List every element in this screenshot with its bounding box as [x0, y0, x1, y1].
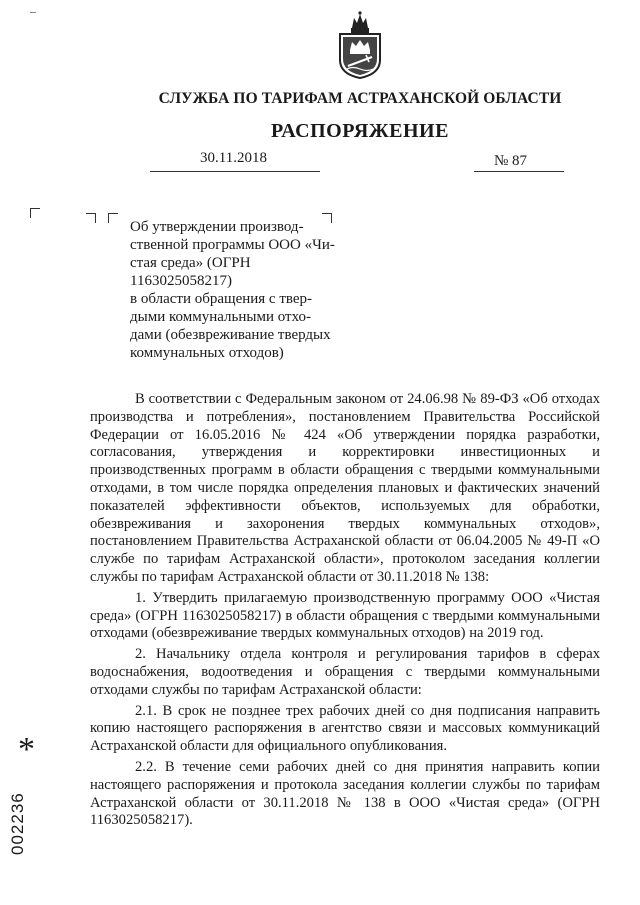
corner-mark-mid-left [108, 213, 118, 223]
margin-serial-number: 002236 [8, 792, 27, 855]
corner-mark-mid-right [86, 213, 96, 223]
preamble-paragraph: В соответствии с Федеральным законом от 24.06.98 № 89-ФЗ «Об отходах производства и потребления», постановлением Правительства Российской Федерации от 16.05.2016 № 424 «Об утверждении порядка разработки, согласования, утверждения и корректировки инвестиционных и производственных программ в области обращения с твердыми коммунальными отходами, в том числе порядка определения плановых и фактических значений показателей эффективности объектов, используемых для обработки, обезвреживания и захоронения твердых коммунальных отходов», постановлением Правительства Астраханской области от 06.04.2005 № 49-П «О службе по тарифам Астраханской области», протоколом заседания коллегии службы по тарифам Астраханской области от 30.11.2018 № 138: [90, 391, 600, 585]
margin-star: * [18, 731, 35, 768]
document-body [90, 391, 600, 833]
coat-of-arms-icon [336, 10, 384, 80]
item-2-1-paragraph: 2.1. В срок не позднее трех рабочих дней со дня подписания направить копию настоящего распоряжения в агентство связи и массовых коммуникаций Астраханской области для официального опубликования. [90, 702, 600, 755]
document-number: № 87 [494, 153, 528, 169]
document-subject: Об утверждении производ- ственной программы ООО «Чи- стая среда» (ОГРН 1163025058217) в области обращения с твер- дыми коммунальными отхо- дами (обезвреживание твердых коммунальных отходов) [130, 219, 335, 361]
corner-mark-left [30, 208, 40, 218]
document-date: 30.11.2018 [200, 150, 267, 166]
item-1-paragraph: 1. Утвердить прилагаемую производственную программу ООО «Чистая среда» (ОГРН 1163025058217) в области обращения с твердыми коммунальными отходами (обезвреживание твердых коммунальных отходов) на 2019 год. [90, 589, 600, 642]
item-2-paragraph: 2. Начальнику отдела контроля и регулирования тарифов в сферах водоснабжения, водоотведения и обращения с твердыми коммунальными отходами службы по тарифам Астраханской области: [90, 646, 600, 698]
number-underline [474, 171, 564, 172]
organization-name: СЛУЖБА ПО ТАРИФАМ АСТРАХАНСКОЙ ОБЛАСТИ [158, 90, 562, 107]
document-type: РАСПОРЯЖЕНИЕ [271, 120, 449, 142]
date-underline [150, 171, 320, 172]
item-2-2-paragraph: 2.2. В течение семи рабочих дней со дня принятия направить копии настоящего распоряжения и протокола заседания коллегии службы по тарифам Астраханской области от 30.11.2018 № 138 в ООО «Чистая среда» (ОГРН 1163025058217). [90, 758, 600, 829]
scan-mark [30, 12, 36, 13]
